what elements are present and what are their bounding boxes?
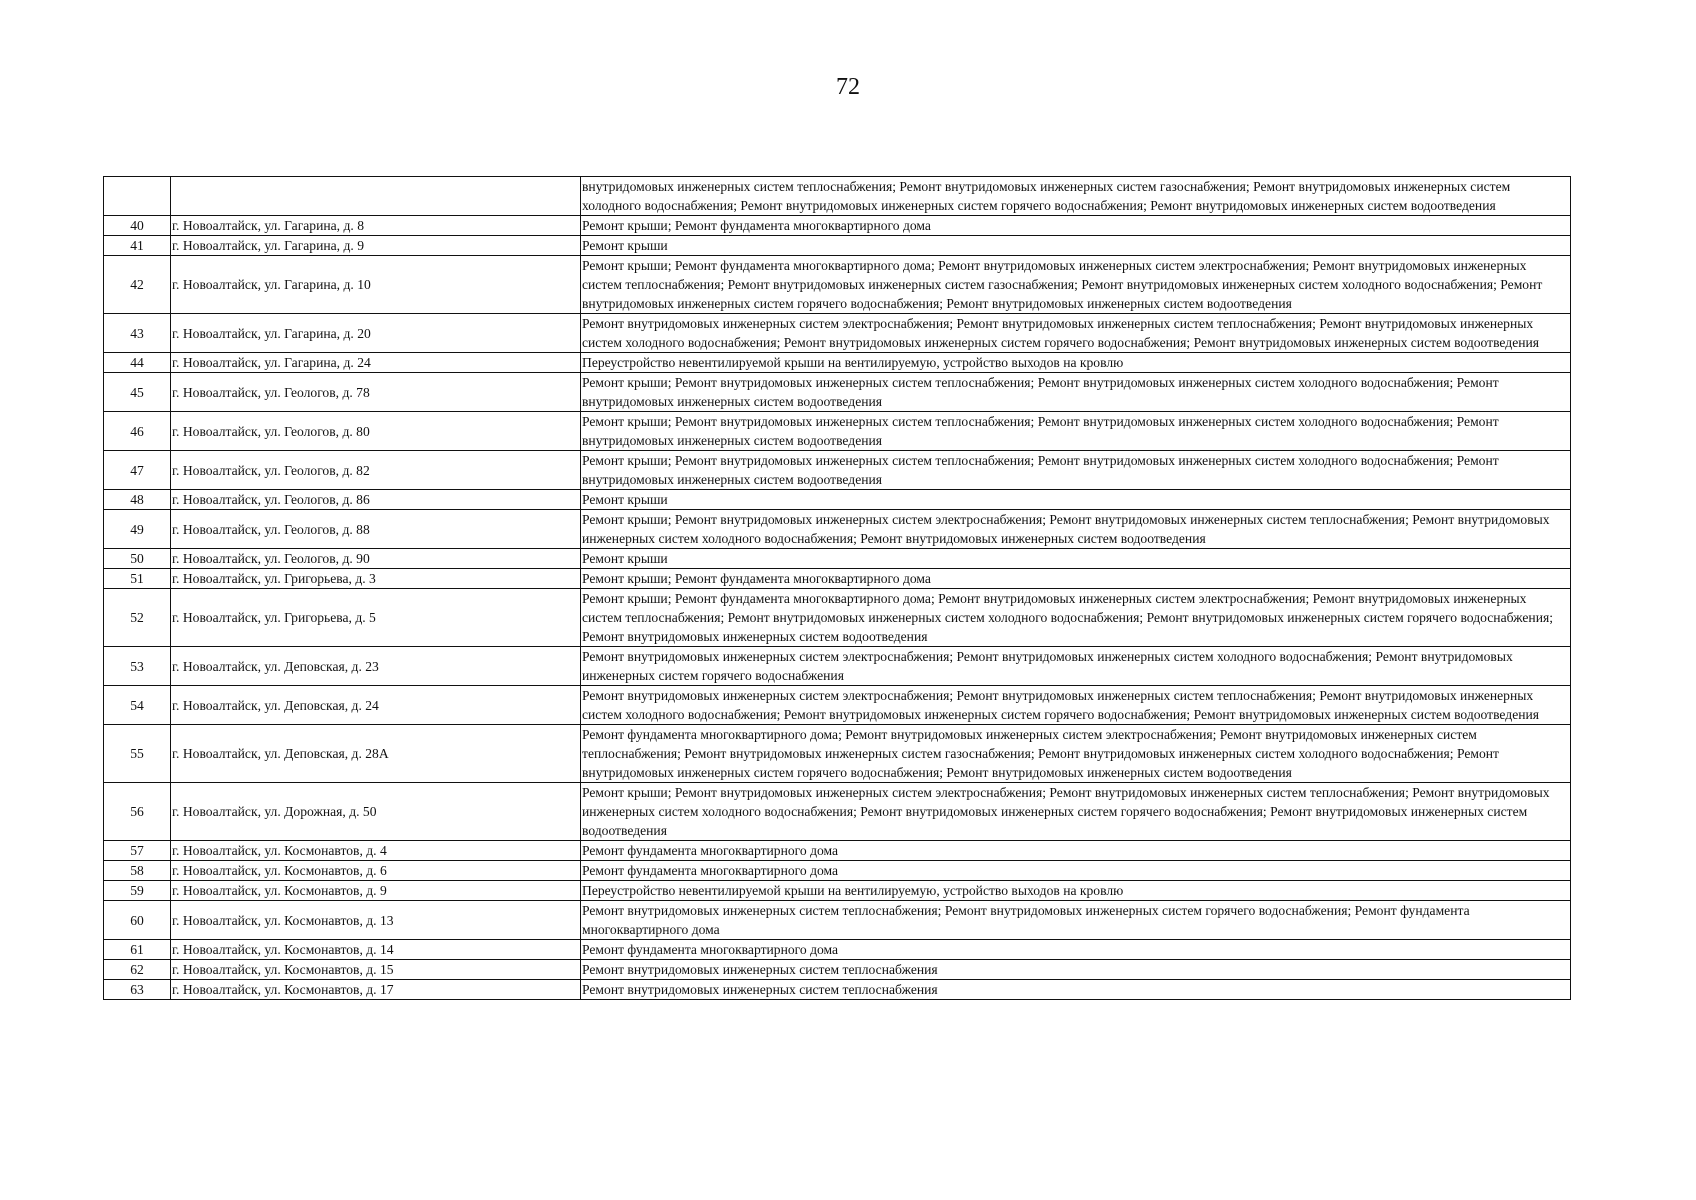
row-number: 56 bbox=[104, 783, 171, 841]
row-work-description: Ремонт крыши; Ремонт фундамента многоквартирного дома; Ремонт внутридомовых инженерных систем электроснабжения; Ремонт внутридомовых инженерных систем теплоснабжения; Ремонт внутридомовых инженерных систем холодного водоснабжения; Ремонт внутридомовых инженерных систем горячего водоснабжения; Ремонт внутридомовых инженерных систем водоотведения bbox=[581, 589, 1571, 647]
page-number: 72 bbox=[836, 74, 860, 100]
table-row bbox=[104, 841, 1571, 861]
row-address: г. Новоалтайск, ул. Космонавтов, д. 4 bbox=[171, 841, 581, 861]
table-row bbox=[104, 549, 1571, 569]
row-address bbox=[171, 177, 581, 216]
table-row bbox=[104, 236, 1571, 256]
row-number: 55 bbox=[104, 725, 171, 783]
repair-schedule-table bbox=[103, 176, 1571, 1000]
table-row bbox=[104, 783, 1571, 841]
row-work-description: Переустройство невентилируемой крыши на вентилируемую, устройство выходов на кровлю bbox=[581, 881, 1571, 901]
row-address: г. Новоалтайск, ул. Дорожная, д. 50 bbox=[171, 783, 581, 841]
table-row bbox=[104, 589, 1571, 647]
table-row bbox=[104, 861, 1571, 881]
row-number: 44 bbox=[104, 353, 171, 373]
table-body bbox=[104, 177, 1571, 1000]
row-address: г. Новоалтайск, ул. Геологов, д. 78 bbox=[171, 373, 581, 412]
row-work-description: Ремонт крыши bbox=[581, 549, 1571, 569]
row-work-description: Ремонт внутридомовых инженерных систем теплоснабжения bbox=[581, 980, 1571, 1000]
row-number: 42 bbox=[104, 256, 171, 314]
row-work-description: Ремонт фундамента многоквартирного дома bbox=[581, 861, 1571, 881]
table-row bbox=[104, 256, 1571, 314]
row-address: г. Новоалтайск, ул. Космонавтов, д. 13 bbox=[171, 901, 581, 940]
row-number: 51 bbox=[104, 569, 171, 589]
row-work-description: Ремонт крыши; Ремонт фундамента многоквартирного дома bbox=[581, 569, 1571, 589]
row-address: г. Новоалтайск, ул. Григорьева, д. 3 bbox=[171, 569, 581, 589]
row-address: г. Новоалтайск, ул. Геологов, д. 80 bbox=[171, 412, 581, 451]
row-address: г. Новоалтайск, ул. Деповская, д. 24 bbox=[171, 686, 581, 725]
row-work-description: Ремонт крыши; Ремонт внутридомовых инженерных систем теплоснабжения; Ремонт внутридомовых инженерных систем холодного водоснабжения; Ремонт внутридомовых инженерных систем водоотведения bbox=[581, 451, 1571, 490]
row-work-description: Ремонт крыши bbox=[581, 490, 1571, 510]
row-number: 48 bbox=[104, 490, 171, 510]
row-number: 46 bbox=[104, 412, 171, 451]
row-work-description: Ремонт фундамента многоквартирного дома; Ремонт внутридомовых инженерных систем электроснабжения; Ремонт внутридомовых инженерных систем теплоснабжения; Ремонт внутридомовых инженерных систем газоснабжения; Ремонт внутридомовых инженерных систем холодного водоснабжения; Ремонт внутридомовых инженерных систем горячего водоснабжения; Ремонт внутридомовых инженерных систем водоотведения bbox=[581, 725, 1571, 783]
row-work-description: Ремонт внутридомовых инженерных систем теплоснабжения bbox=[581, 960, 1571, 980]
row-number: 41 bbox=[104, 236, 171, 256]
row-address: г. Новоалтайск, ул. Гагарина, д. 20 bbox=[171, 314, 581, 353]
row-address: г. Новоалтайск, ул. Геологов, д. 88 bbox=[171, 510, 581, 549]
row-number: 63 bbox=[104, 980, 171, 1000]
row-address: г. Новоалтайск, ул. Гагарина, д. 8 bbox=[171, 216, 581, 236]
table-row bbox=[104, 686, 1571, 725]
row-address: г. Новоалтайск, ул. Деповская, д. 23 bbox=[171, 647, 581, 686]
row-work-description: Ремонт крыши; Ремонт фундамента многоквартирного дома bbox=[581, 216, 1571, 236]
row-work-description: Ремонт внутридомовых инженерных систем теплоснабжения; Ремонт внутридомовых инженерных систем горячего водоснабжения; Ремонт фундамента многоквартирного дома bbox=[581, 901, 1571, 940]
row-number: 59 bbox=[104, 881, 171, 901]
row-address: г. Новоалтайск, ул. Космонавтов, д. 15 bbox=[171, 960, 581, 980]
row-number: 52 bbox=[104, 589, 171, 647]
table-row bbox=[104, 901, 1571, 940]
row-number: 62 bbox=[104, 960, 171, 980]
table-row bbox=[104, 881, 1571, 901]
table-row bbox=[104, 373, 1571, 412]
row-work-description: Ремонт фундамента многоквартирного дома bbox=[581, 841, 1571, 861]
row-number: 61 bbox=[104, 940, 171, 960]
row-number: 50 bbox=[104, 549, 171, 569]
table-row bbox=[104, 569, 1571, 589]
row-address: г. Новоалтайск, ул. Геологов, д. 86 bbox=[171, 490, 581, 510]
row-number: 49 bbox=[104, 510, 171, 549]
row-work-description: Ремонт крыши bbox=[581, 236, 1571, 256]
table-row bbox=[104, 490, 1571, 510]
row-number bbox=[104, 177, 171, 216]
row-number: 47 bbox=[104, 451, 171, 490]
table-row bbox=[104, 980, 1571, 1000]
table-row bbox=[104, 216, 1571, 236]
table-row bbox=[104, 177, 1571, 216]
row-number: 40 bbox=[104, 216, 171, 236]
table-row bbox=[104, 647, 1571, 686]
row-work-description: Переустройство невентилируемой крыши на вентилируемую, устройство выходов на кровлю bbox=[581, 353, 1571, 373]
row-work-description: Ремонт крыши; Ремонт фундамента многоквартирного дома; Ремонт внутридомовых инженерных систем электроснабжения; Ремонт внутридомовых инженерных систем теплоснабжения; Ремонт внутридомовых инженерных систем газоснабжения; Ремонт внутридомовых инженерных систем холодного водоснабжения; Ремонт внутридомовых инженерных систем горячего водоснабжения; Ремонт внутридомовых инженерных систем водоотведения bbox=[581, 256, 1571, 314]
row-work-description: Ремонт крыши; Ремонт внутридомовых инженерных систем теплоснабжения; Ремонт внутридомовых инженерных систем холодного водоснабжения; Ремонт внутридомовых инженерных систем водоотведения bbox=[581, 412, 1571, 451]
row-address: г. Новоалтайск, ул. Космонавтов, д. 14 bbox=[171, 940, 581, 960]
row-number: 57 bbox=[104, 841, 171, 861]
table-row bbox=[104, 960, 1571, 980]
row-address: г. Новоалтайск, ул. Геологов, д. 90 bbox=[171, 549, 581, 569]
table-row bbox=[104, 314, 1571, 353]
row-work-description: Ремонт крыши; Ремонт внутридомовых инженерных систем теплоснабжения; Ремонт внутридомовых инженерных систем холодного водоснабжения; Ремонт внутридомовых инженерных систем водоотведения bbox=[581, 373, 1571, 412]
row-address: г. Новоалтайск, ул. Космонавтов, д. 6 bbox=[171, 861, 581, 881]
row-number: 45 bbox=[104, 373, 171, 412]
row-work-description: Ремонт фундамента многоквартирного дома bbox=[581, 940, 1571, 960]
row-work-description: внутридомовых инженерных систем теплоснабжения; Ремонт внутридомовых инженерных систем газоснабжения; Ремонт внутридомовых инженерных систем холодного водоснабжения; Ремонт внутридомовых инженерных систем горячего водоснабжения; Ремонт внутридомовых инженерных систем водоотведения bbox=[581, 177, 1571, 216]
row-address: г. Новоалтайск, ул. Григорьева, д. 5 bbox=[171, 589, 581, 647]
row-address: г. Новоалтайск, ул. Гагарина, д. 9 bbox=[171, 236, 581, 256]
row-number: 60 bbox=[104, 901, 171, 940]
row-number: 58 bbox=[104, 861, 171, 881]
table-row bbox=[104, 725, 1571, 783]
row-number: 54 bbox=[104, 686, 171, 725]
table-row bbox=[104, 451, 1571, 490]
table-row bbox=[104, 412, 1571, 451]
row-work-description: Ремонт внутридомовых инженерных систем электроснабжения; Ремонт внутридомовых инженерных систем теплоснабжения; Ремонт внутридомовых инженерных систем холодного водоснабжения; Ремонт внутридомовых инженерных систем горячего водоснабжения; Ремонт внутридомовых инженерных систем водоотведения bbox=[581, 314, 1571, 353]
table-row bbox=[104, 940, 1571, 960]
row-address: г. Новоалтайск, ул. Космонавтов, д. 17 bbox=[171, 980, 581, 1000]
row-address: г. Новоалтайск, ул. Гагарина, д. 10 bbox=[171, 256, 581, 314]
row-number: 43 bbox=[104, 314, 171, 353]
row-address: г. Новоалтайск, ул. Деповская, д. 28А bbox=[171, 725, 581, 783]
table-row bbox=[104, 510, 1571, 549]
row-address: г. Новоалтайск, ул. Гагарина, д. 24 bbox=[171, 353, 581, 373]
row-address: г. Новоалтайск, ул. Космонавтов, д. 9 bbox=[171, 881, 581, 901]
table-row bbox=[104, 353, 1571, 373]
row-address: г. Новоалтайск, ул. Геологов, д. 82 bbox=[171, 451, 581, 490]
row-work-description: Ремонт крыши; Ремонт внутридомовых инженерных систем электроснабжения; Ремонт внутридомовых инженерных систем теплоснабжения; Ремонт внутридомовых инженерных систем холодного водоснабжения; Ремонт внутридомовых инженерных систем водоотведения bbox=[581, 510, 1571, 549]
row-work-description: Ремонт внутридомовых инженерных систем электроснабжения; Ремонт внутридомовых инженерных систем холодного водоснабжения; Ремонт внутридомовых инженерных систем горячего водоснабжения bbox=[581, 647, 1571, 686]
row-number: 53 bbox=[104, 647, 171, 686]
row-work-description: Ремонт крыши; Ремонт внутридомовых инженерных систем электроснабжения; Ремонт внутридомовых инженерных систем теплоснабжения; Ремонт внутридомовых инженерных систем холодного водоснабжения; Ремонт внутридомовых инженерных систем горячего водоснабжения; Ремонт внутридомовых инженерных систем водоотведения bbox=[581, 783, 1571, 841]
row-work-description: Ремонт внутридомовых инженерных систем электроснабжения; Ремонт внутридомовых инженерных систем теплоснабжения; Ремонт внутридомовых инженерных систем холодного водоснабжения; Ремонт внутридомовых инженерных систем горячего водоснабжения; Ремонт внутридомовых инженерных систем водоотведения bbox=[581, 686, 1571, 725]
